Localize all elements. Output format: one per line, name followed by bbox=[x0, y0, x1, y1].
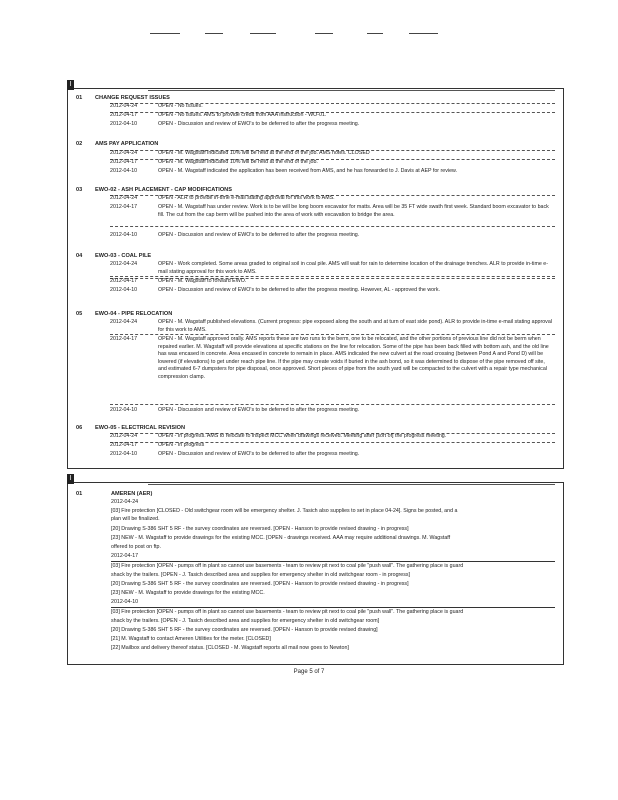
entry-date: 2012-04-24 bbox=[110, 195, 138, 201]
item-title: EWO-04 - PIPE RELOCATION bbox=[95, 311, 173, 317]
item-number: 01 bbox=[76, 491, 83, 497]
note-line: [03] Fire protection [CLOSED - Old switchgear room will be emergency shelter. J. Tasich also supplies to set in place 04-24]. Signs be posted, and a bbox=[111, 508, 458, 514]
entry-text: OPEN - Discussion and review of EWO's to be deferred to after the progress meeting. bbox=[158, 407, 360, 413]
entry bbox=[110, 159, 555, 165]
note-date: 2012-04-17 bbox=[111, 553, 555, 562]
entry-text: OPEN - No Issues. bbox=[158, 103, 203, 109]
entry-date: 2012-04-17 bbox=[110, 204, 138, 210]
entry bbox=[110, 319, 555, 335]
entry bbox=[110, 112, 555, 118]
item-title: AMEREN (AER) bbox=[111, 491, 153, 497]
entry-text: OPEN - M. Wagstaff indicated 10% will be held at the end of the job. AMS notes. CLOSED bbox=[158, 150, 370, 156]
note-line: offered to post on ftp. bbox=[111, 544, 161, 550]
entry-text: OPEN - Work completed. Some areas graded to original soil in coal pile. AMS will wait for rain to determine location of the drainage trenches. ALR to provide in-time e-mail stating approval for this work to AMS. bbox=[158, 261, 548, 275]
section-change-requests bbox=[67, 81, 564, 469]
entry-text: OPEN - M. Wagstaff indicated 10% will be held at the end of the job. bbox=[158, 159, 318, 165]
entry-text: OPEN - In progress. AMS to relocate to inspect MCC when drawings received. Meeting after [sort of] the progress meeting. bbox=[158, 433, 447, 439]
entry-date: 2012-04-17 bbox=[110, 278, 138, 284]
entry-date: 2012-04-17 bbox=[110, 159, 138, 165]
note-line: [20] Drawing S-386 SHT 5 RF - the survey coordinates are reversed. [OPEN - Hanson to provide revised drawing - in progress] bbox=[111, 581, 409, 587]
note-line: [23] NEW - M. Wagstaff to provide drawings for the existing MCC. [OPEN - drawings received. AAA may require additional drawings. M. Wagstaff bbox=[111, 535, 451, 541]
item-number: 01 bbox=[76, 95, 83, 101]
entry-date: 2012-04-24 bbox=[110, 150, 138, 156]
note-date: 2012-04-24 bbox=[111, 499, 139, 505]
entry-date: 2012-04-17 bbox=[110, 336, 138, 342]
entry-text: OPEN - M. Wagstaff indicated the application has been received from AMS, and he has forwarded to J. Davis at AEP for review. bbox=[158, 168, 458, 174]
entry-text: OPEN - Discussion and review of EWO's to be deferred to after the progress meeting. bbox=[158, 232, 360, 238]
note-line: [03] Fire protection [OPEN - pumps off in plant so cannot use basements - team to review pit next to coal pile "push wall". The gathering place is guard bbox=[111, 609, 464, 615]
page-number: Page 5 of 7 bbox=[293, 669, 325, 675]
note-line: [20] Drawing S-386 SHT 5 RF - the survey coordinates are reversed. [OPEN - Hanson to provide revised drawing - in progress] bbox=[111, 526, 409, 532]
item-ewo-02 bbox=[68, 187, 563, 247]
entry bbox=[110, 442, 555, 448]
entry-text: OPEN - M. Wagstaff approved orally. AMS reports these are two runs to the berm, one to be relocated, and the other portions of previous line did not be berm when repaired earlier. M. Wagstaff will provide elevations at specific stations on the line for relocation. Some of the pipe has been back filled with bottom ash, and the old line has was encased in concrete. Area encased in concrete to remain in place. AMS indicated the new culvert at the road crossing (between Pond A and Pond D) will be lowered (if elevations) to get under reach pipe line. If the pipe may create voids if buried in the ash bond, so it was determined to dispose of the pipe removed off site, and estimated 6-7 dumpsters for pipe disposal, once approved. Short pieces of pipe from the south yard will be compacted to the culvert with a repair type mechanical compression clamp. bbox=[158, 336, 549, 380]
entry-date: 2012-04-24 bbox=[110, 319, 138, 325]
entry-text: OPEN - Discussion and review of EWO's to be deferred to after the progress meeting. bbox=[158, 451, 360, 457]
section-marker: I bbox=[67, 80, 74, 90]
entry-date: 2012-04-10 bbox=[110, 287, 138, 293]
entry-date: 2012-04-24 bbox=[110, 261, 138, 267]
item-ewo-04 bbox=[68, 311, 563, 419]
item-ewo-05 bbox=[68, 425, 563, 465]
entry bbox=[110, 336, 555, 405]
entry-text: OPEN - Discussion and review of EWO's to be deferred to after the progress meeting. However, AL - approved the work. bbox=[158, 287, 440, 293]
note-line: [20] Drawing S-386 SHT 5 RF - the survey coordinates are reversed. [OPEN - Hanson to provide revised drawing] bbox=[111, 627, 378, 633]
entry-text: OPEN - ALR to provide in-time e-mail stating approval for this work to AMS. bbox=[158, 195, 335, 201]
section-ameren bbox=[67, 475, 564, 665]
entry bbox=[110, 195, 555, 201]
entry-date: 2012-04-10 bbox=[110, 168, 138, 174]
entry-text: OPEN - Discussion and review of EWO's to be deferred to after the progress meeting. bbox=[158, 121, 360, 127]
note-line: [22] Mailbox and delivery thereof status. [CLOSED - M. Wagstaff reports all mail now goes to Newton] bbox=[111, 645, 349, 651]
entry-date: 2012-04-24 bbox=[110, 433, 138, 439]
header-dash bbox=[250, 33, 276, 34]
entry-text: OPEN - In progress bbox=[158, 442, 205, 448]
entry bbox=[110, 433, 555, 439]
item-title: EWO-03 - COAL PILE bbox=[95, 253, 152, 259]
note-line: [21] M. Wagstaff to contact Ameren Utilities for the meter. [CLOSED] bbox=[111, 636, 271, 642]
entry bbox=[110, 150, 555, 156]
item-change-request-issues bbox=[68, 95, 563, 137]
entry-date: 2012-04-24 bbox=[110, 103, 138, 109]
entry-text: OPEN - No issues. AMS to provide credit from AAA instruction - WO-01. bbox=[158, 112, 327, 118]
item-number: 06 bbox=[76, 425, 83, 431]
item-number: 04 bbox=[76, 253, 83, 259]
entry-text: OPEN - M. Wagstaff to forward EWO. bbox=[158, 278, 247, 284]
header-dash bbox=[315, 33, 333, 34]
item-title: EWO-02 - ASH PLACEMENT - CAP MODIFICATIONS bbox=[95, 187, 232, 193]
entry-date: 2012-04-17 bbox=[110, 442, 138, 448]
note-line: [03] Fire protection [OPEN - pumps off in plant so cannot use basements - team to review pit next to coal pile "push wall". The gathering place is guard bbox=[111, 563, 464, 569]
entry-date: 2012-04-10 bbox=[110, 232, 138, 238]
note-line: shack by the trailers. [OPEN - J. Tasich described area and supplies for emergency shelter in old switchgear room - in progress] bbox=[111, 572, 411, 578]
entry-date: 2012-04-10 bbox=[110, 407, 138, 413]
item-title: EWO-05 - ELECTRICAL REVISION bbox=[95, 425, 186, 431]
entry bbox=[110, 103, 555, 109]
header-dash bbox=[205, 33, 223, 34]
entry bbox=[110, 278, 555, 284]
top-rule bbox=[148, 484, 555, 485]
note-line: [23] NEW - M. Wagstaff to provide drawings for the existing MCC. bbox=[111, 590, 265, 596]
item-ams-pay-application bbox=[68, 141, 563, 181]
entry-date: 2012-04-17 bbox=[110, 112, 138, 118]
note-line: shack by the trailers. [OPEN - J. Tasich described area and supplies for emergency shelter in old switchgear room] bbox=[111, 618, 380, 624]
entry-date: 2012-04-10 bbox=[110, 451, 138, 457]
header-dash bbox=[367, 33, 383, 34]
item-number: 05 bbox=[76, 311, 83, 317]
item-ewo-03 bbox=[68, 253, 563, 301]
note-date: 2012-04-10 bbox=[111, 599, 555, 608]
entry-text: OPEN - M. Wagstaff has under review. Work is to be will be long boom excavator for matts. Area will be 35 FT wide swath first week. Standard boom excavator to back fill. The cut from the cap berm will be pushed into the area of work with excavation to bridge the area. bbox=[158, 204, 549, 218]
entry-text: OPEN - M. Wagstaff published elevations. (Current progress: pipe exposed along the south and at turn of east side pond). ALR to provide in-time e-mail stating approval for this work to AMS. bbox=[158, 319, 552, 333]
entry bbox=[110, 261, 555, 277]
note-line: plan will be finalized. bbox=[111, 516, 160, 522]
header-dash bbox=[409, 33, 438, 34]
top-rule bbox=[148, 90, 555, 91]
entry-date: 2012-04-10 bbox=[110, 121, 138, 127]
item-number: 03 bbox=[76, 187, 83, 193]
item-title: CHANGE REQUEST ISSUES bbox=[95, 95, 170, 101]
item-number: 02 bbox=[76, 141, 83, 147]
section-marker: I bbox=[67, 474, 74, 484]
entry bbox=[110, 204, 555, 227]
header-dash bbox=[150, 33, 180, 34]
item-title: AMS PAY APPLICATION bbox=[95, 141, 159, 147]
